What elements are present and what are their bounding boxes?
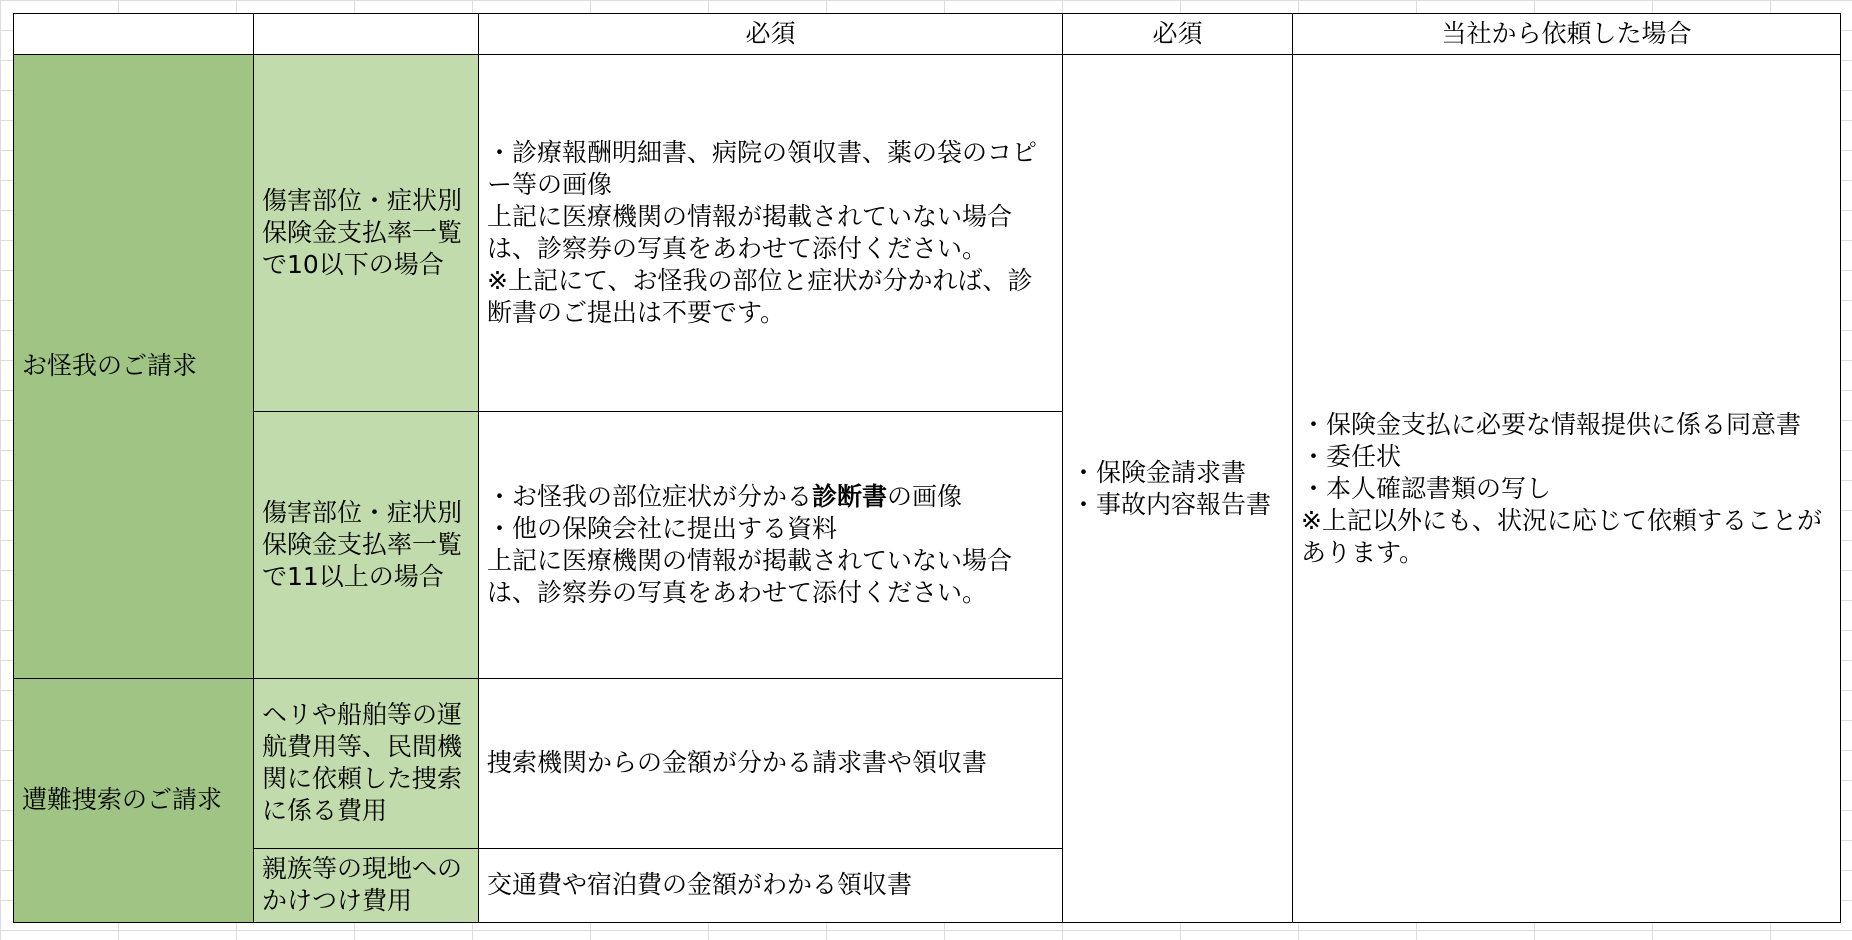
doc-rest: ・他の保険会社に提出する資料 上記に医療機関の情報が掲載されていない場合は、診察券の写真をあわせて添付ください。	[487, 514, 1013, 608]
header-condition	[254, 14, 479, 55]
rescue-documents-2: 交通費や宿泊費の金額がわかる領収書	[479, 848, 1063, 922]
header-required-common: 必須	[1063, 14, 1293, 55]
diagnosis-emphasis: 診断書	[812, 482, 888, 512]
request-note: ※上記以外にも、状況に応じて依頼することがあります。	[1301, 505, 1822, 567]
injury-condition-2: 傷害部位・症状別保険金支払率一覧で11以上の場合	[254, 412, 479, 678]
injury-documents-1: ・診療報酬明細書、病院の領収書、薬の袋のコピー等の画像 上記に医療機関の情報が掲載されていない場合は、診察券の写真をあわせて添付ください。 ※上記にて、お怪我の部位と症状が分かれば、診断書のご提出は不要です。	[479, 55, 1063, 412]
header-required-documents: 必須	[479, 14, 1063, 55]
injury-row-1	[14, 55, 1841, 412]
required-item: ・事故内容報告書	[1071, 489, 1272, 519]
header-category	[14, 14, 254, 55]
doc-line-suffix: の画像	[887, 482, 963, 512]
rescue-category: 遭難捜索のご請求	[14, 678, 254, 922]
doc-line-prefix: ・お怪我の部位症状が分かる	[487, 482, 813, 512]
claim-documents-table	[13, 13, 1841, 923]
header-on-request: 当社から依頼した場合	[1293, 14, 1841, 55]
rescue-condition-1: ヘリや船舶等の運航費用等、民間機関に依頼した捜索に係る費用	[254, 678, 479, 848]
header-row	[14, 14, 1841, 55]
request-item: ・本人確認書類の写し	[1301, 473, 1552, 503]
injury-category: お怪我のご請求	[14, 55, 254, 679]
injury-condition-1: 傷害部位・症状別保険金支払率一覧で10以下の場合	[254, 55, 479, 412]
on-request-documents	[1293, 55, 1841, 923]
rescue-condition-2: 親族等の現地へのかけつけ費用	[254, 848, 479, 922]
injury-documents-2	[479, 412, 1063, 678]
rescue-documents-1: 捜索機関からの金額が分かる請求書や領収書	[479, 678, 1063, 848]
required-item: ・保険金請求書	[1071, 457, 1247, 487]
common-required-documents	[1063, 55, 1293, 923]
request-item: ・保険金支払に必要な情報提供に係る同意書	[1301, 409, 1802, 439]
request-item: ・委任状	[1301, 441, 1402, 471]
